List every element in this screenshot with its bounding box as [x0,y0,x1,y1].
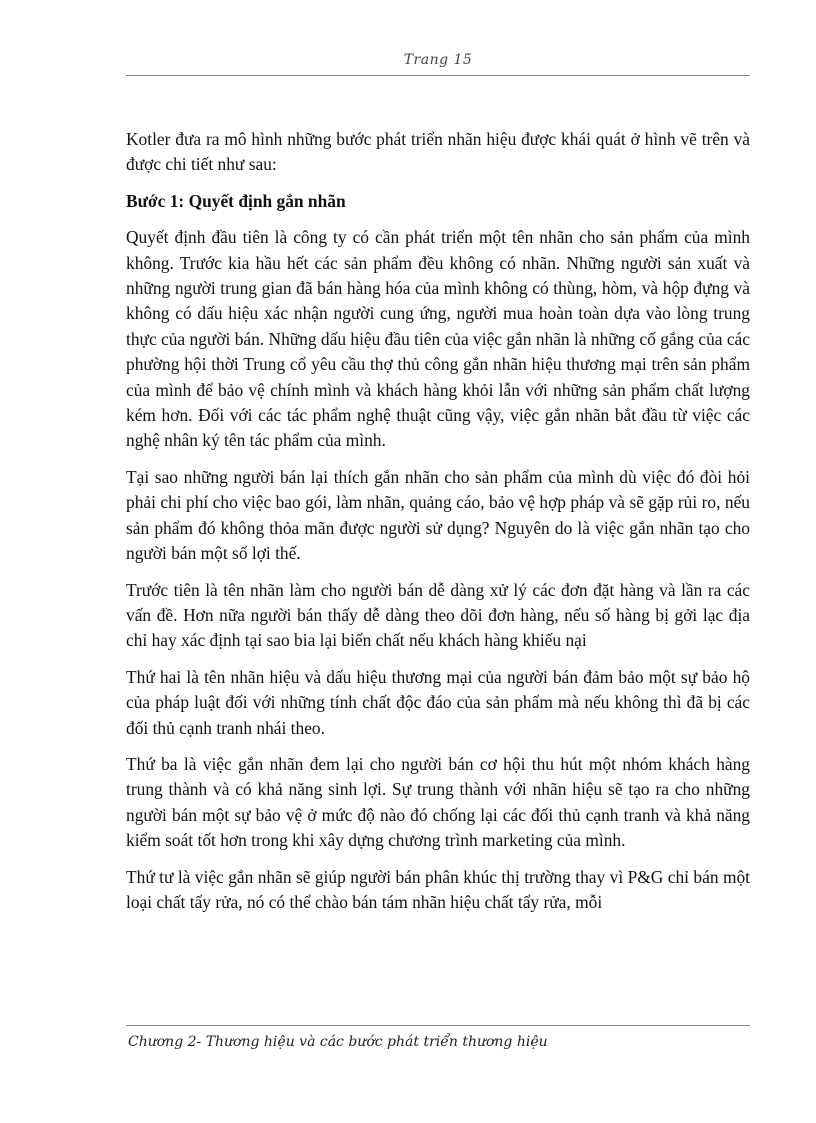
body-paragraph: Thứ ba là việc gắn nhãn đem lại cho người bán cơ hội thu hút một nhóm khách hàng trung thành và có khả năng sinh lợi. Sự trung thành với nhãn hiệu sẽ tạo ra cho những người bán một sự bảo vệ ở mức độ nào đó chống lại các đối thủ cạnh tranh và khả năng kiểm soát tốt hơn trong khi xây dựng chương trình marketing của mình. [126,753,750,851]
page-header: Trang 15 [403,52,473,68]
section-heading-step-1: Bước 1: Quyết định gắn nhãn [126,190,346,211]
intro-paragraph: Kotler đưa ra mô hình những bước phát triển nhãn hiệu được khái quát ở hình vẽ trên và được chi tiết như sau: [126,129,750,175]
document-body [126,127,750,926]
body-paragraph: Tại sao những người bán lại thích gắn nhãn cho sản phẩm của mình dù việc đó đòi hỏi phải chi phí cho việc bao gói, làm nhãn, quảng cáo, bảo vệ hợp pháp và sẽ gặp rủi ro, nếu sản phẩm đó không thỏa mãn được người sử dụng? Nguyên do là việc gắn nhãn tạo cho người bán một số lợi thế. [126,466,750,564]
footer-divider [126,1025,750,1026]
header-divider [126,75,750,76]
body-paragraph: Thứ hai là tên nhãn hiệu và dấu hiệu thương mại của người bán đảm bảo một sự bảo hộ của pháp luật đối với những tính chất độc đáo của sản phẩm mà nếu không thì đã bị các đối thủ cạnh tranh nhái theo. [126,666,750,738]
body-paragraph: Trước tiên là tên nhãn làm cho người bán dễ dàng xử lý các đơn đặt hàng và lần ra các vấn đề. Hơn nữa người bán thấy dễ dàng theo dõi đơn hàng, nếu số hàng bị gởi lạc địa chỉ hay xác định tại sao bia lại biến chất nếu khách hàng khiếu nại [126,579,750,651]
body-paragraph: Thứ tư là việc gắn nhãn sẽ giúp người bán phân khúc thị trường thay vì P&G chỉ bán một loại chất tẩy rửa, nó có thể chào bán tám nhãn hiệu chất tẩy rửa, mỗi [126,866,750,912]
page-footer: Chương 2- Thương hiệu và các bước phát triển thương hiệu [128,1034,548,1050]
body-paragraph: Quyết định đầu tiên là công ty có cần phát triển một tên nhãn cho sản phẩm của mình không. Trước kia hầu hết các sản phẩm đều không có nhãn. Những người sản xuất và những người trung gian đã bán hàng hóa của mình không có thùng, hòm, và hộp đựng và không có dấu hiệu xác nhận người cung ứng, người mua hoàn toàn dựa vào lòng trung thực của người bán. Những dấu hiệu đầu tiên của việc gắn nhãn là những cố gắng của các phường hội thời Trung cổ yêu cầu thợ thủ công gắn nhãn hiệu thương mại trên sản phẩm của mình để bảo vệ chính mình và khách hàng khỏi lẫn với những sản phẩm chất lượng kém hơn. Đối với các tác phẩm nghệ thuật cũng vậy, việc gắn nhãn bắt đầu từ việc các nghệ nhân ký tên tác phẩm của mình. [126,227,750,451]
